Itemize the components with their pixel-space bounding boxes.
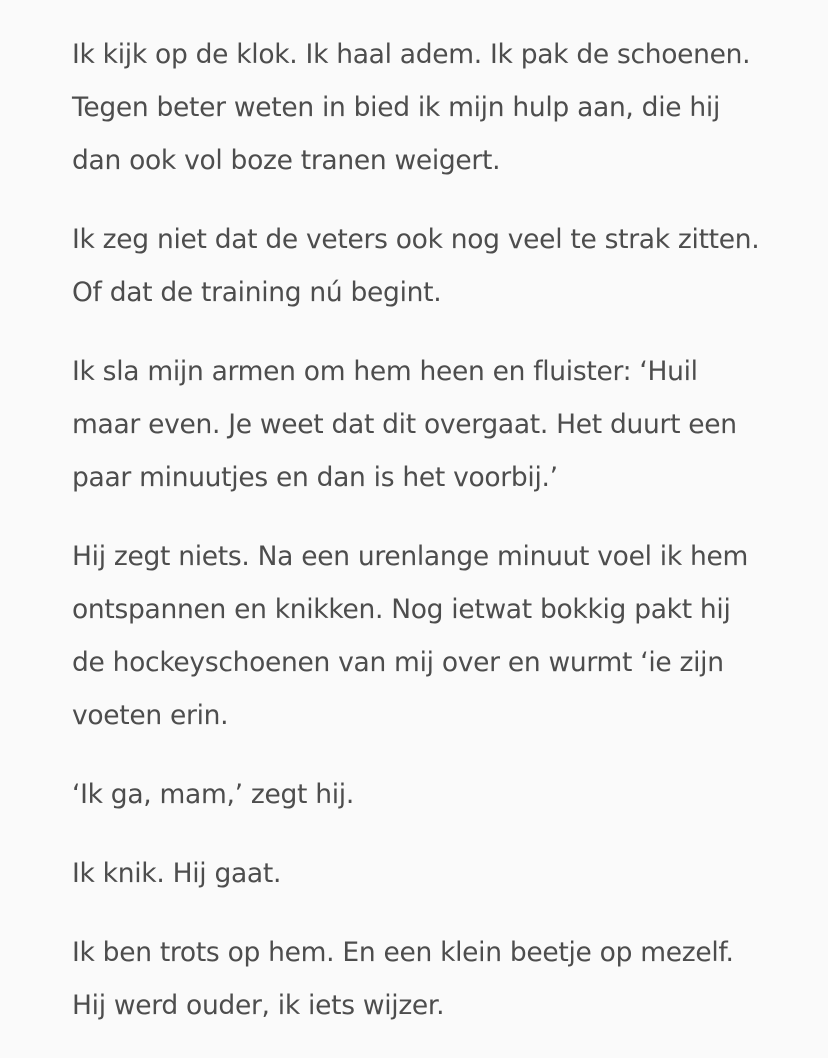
- paragraph: [72, 847, 802, 900]
- text-line: voeten erin.: [72, 700, 229, 731]
- text-line: Ik sla mijn armen om hem heen en fluister: ‘Huil: [72, 356, 698, 387]
- paragraph: [72, 768, 802, 821]
- text-line: de hockeyschoenen van mij over en wurmt ‘ie zijn: [72, 647, 724, 678]
- paragraph: [72, 530, 802, 742]
- text-line: Hij werd ouder, ik iets wijzer.: [72, 990, 445, 1021]
- text-line: ontspannen en knikken. Nog ietwat bokkig pakt hij: [72, 594, 731, 625]
- paragraph: [72, 345, 802, 504]
- text-line: Ik kijk op de klok. Ik haal adem. Ik pak de schoenen.: [72, 39, 751, 70]
- text-line: ‘Ik ga, mam,’ zegt hij.: [72, 779, 354, 810]
- paragraph: [72, 926, 802, 1032]
- text-line: Ik ben trots op hem. En een klein beetje op mezelf.: [72, 937, 734, 968]
- text-line: Tegen beter weten in bied ik mijn hulp aan, die hij: [72, 92, 721, 123]
- text-line: dan ook vol boze tranen weigert.: [72, 145, 501, 176]
- text-line: paar minuutjes en dan is het voorbij.’: [72, 462, 558, 493]
- article-body: [72, 28, 802, 1058]
- paragraph: [72, 28, 802, 187]
- text-line: Ik zeg niet dat de veters ook nog veel te strak zitten.: [72, 224, 760, 255]
- text-line: maar even. Je weet dat dit overgaat. Het duurt een: [72, 409, 737, 440]
- text-line: Of dat de training nú begint.: [72, 277, 442, 308]
- text-line: Hij zegt niets. Na een urenlange minuut voel ik hem: [72, 541, 749, 572]
- text-line: Ik knik. Hij gaat.: [72, 858, 282, 889]
- paragraph: [72, 213, 802, 319]
